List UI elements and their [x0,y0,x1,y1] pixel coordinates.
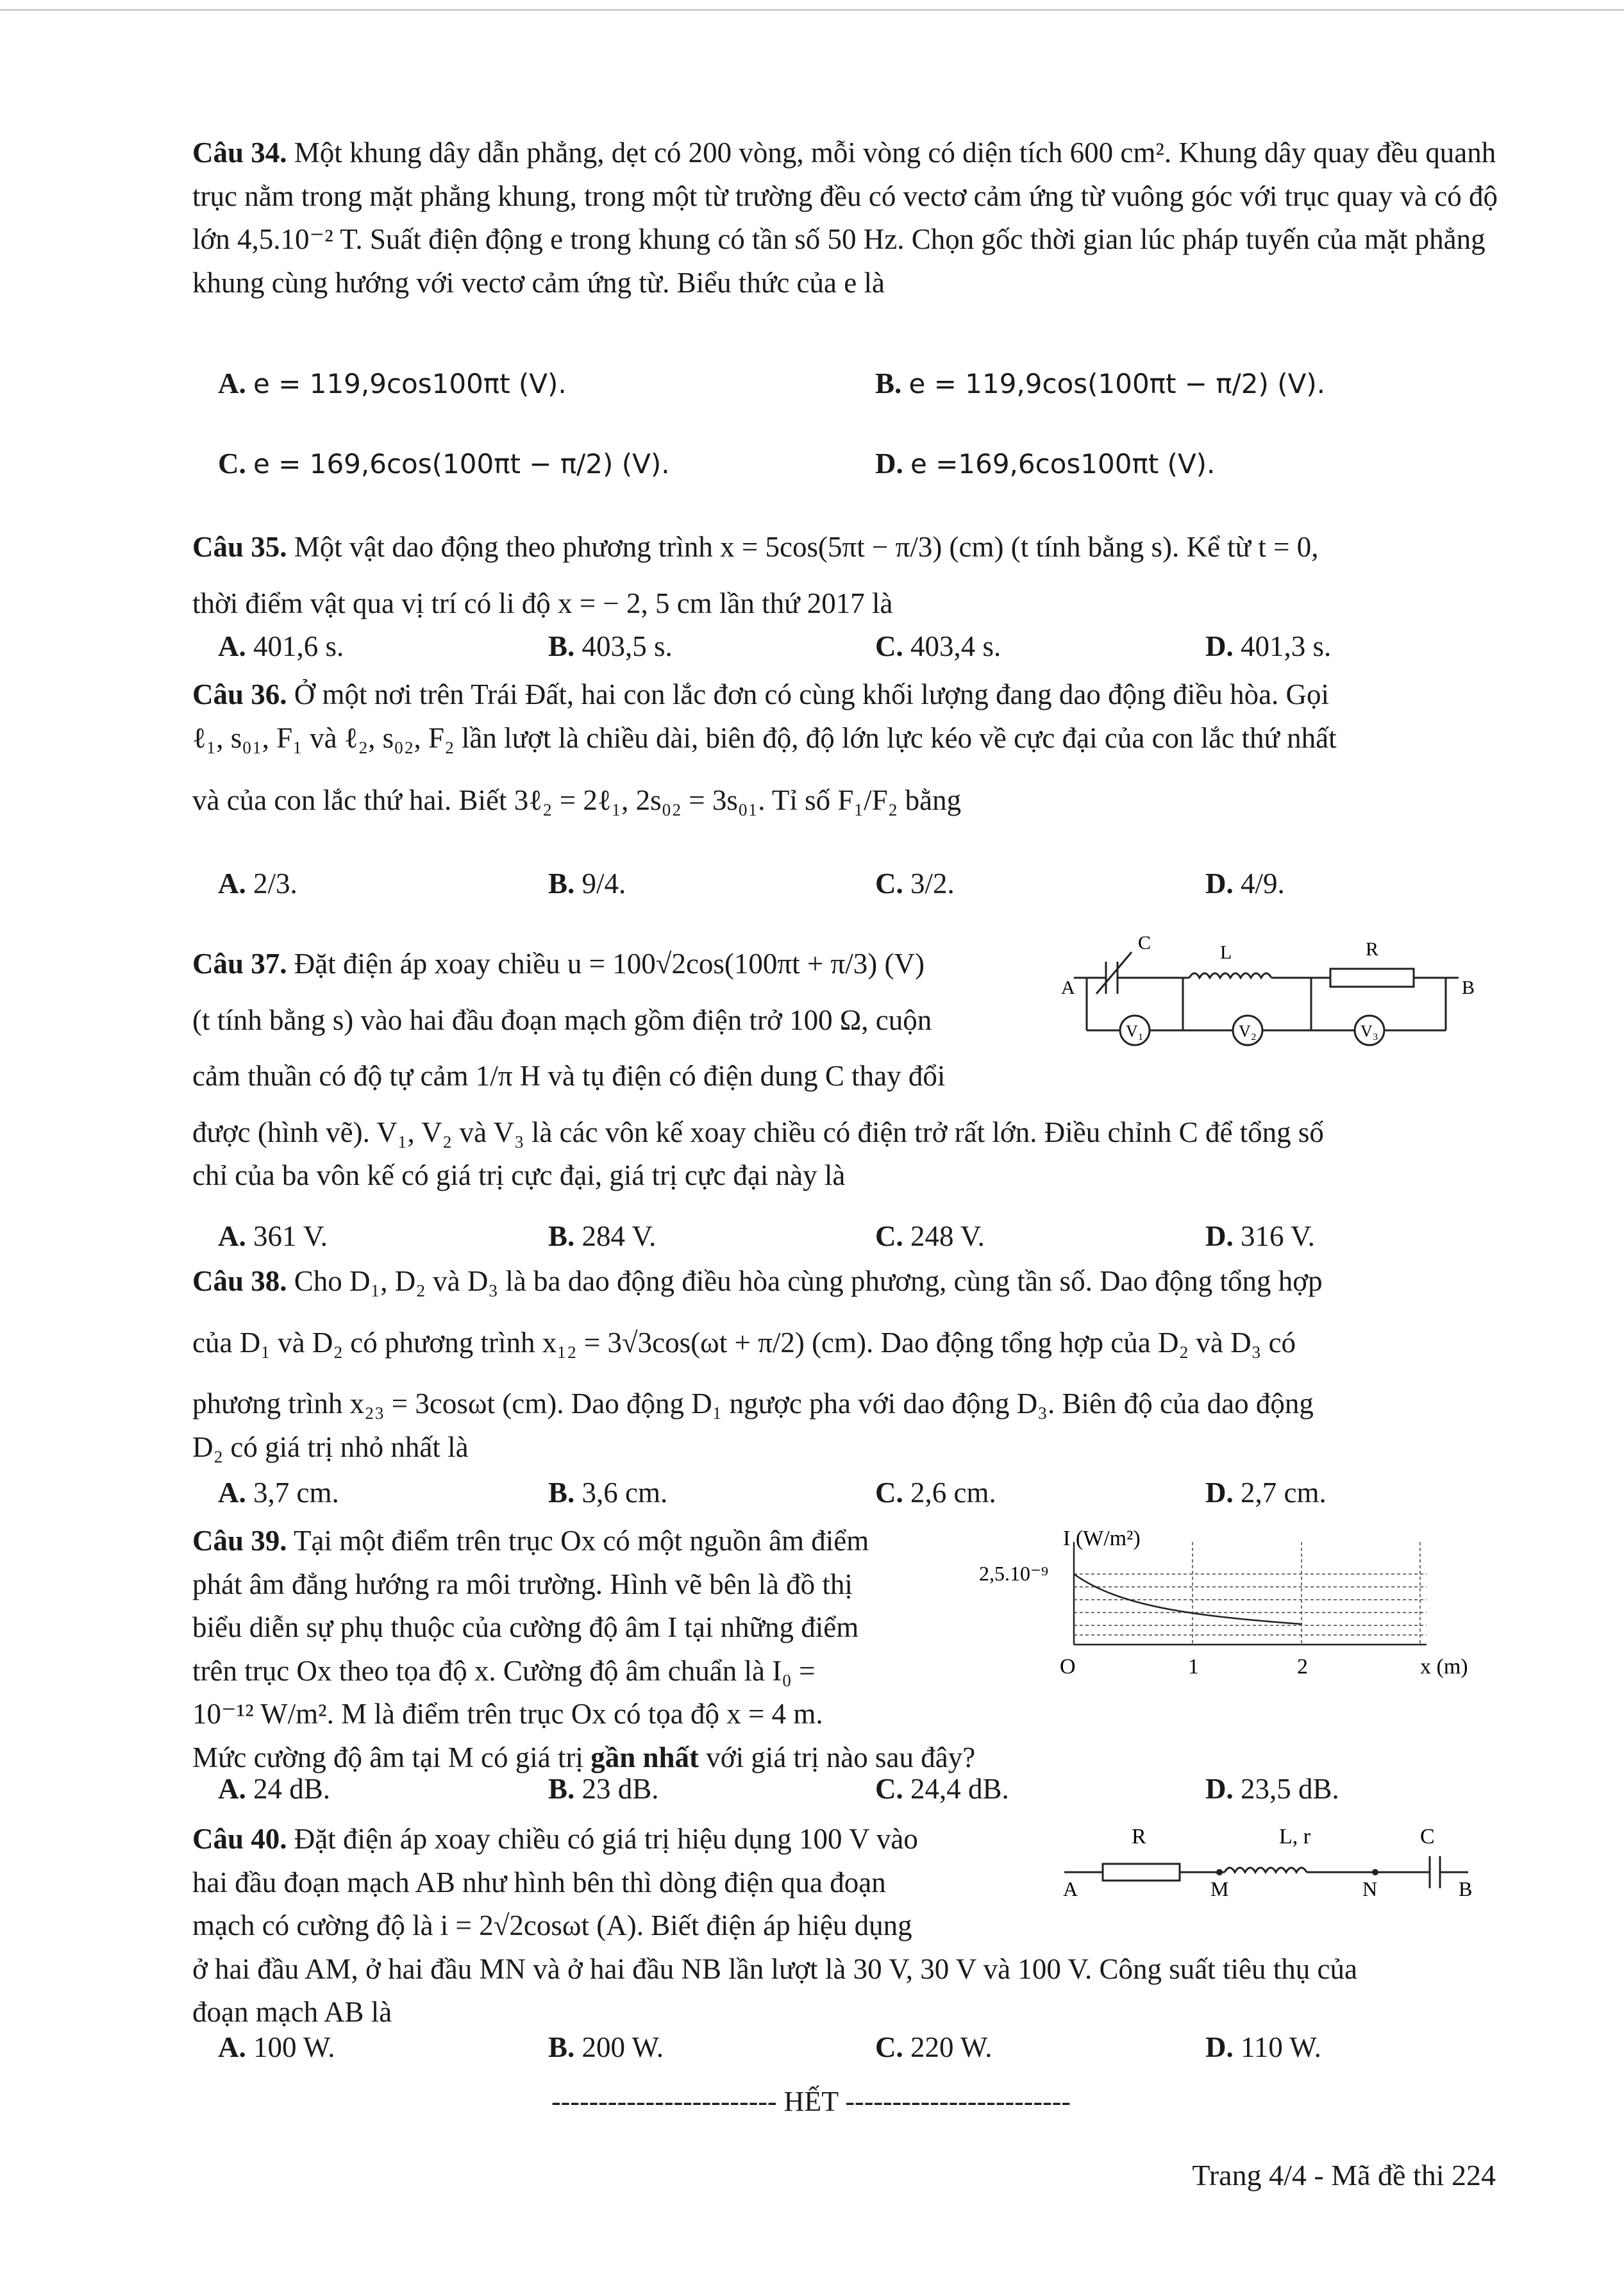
page-footer: Trang 4/4 - Mã đề thi 224 [1192,2159,1496,2191]
q34-option-d[interactable]: D. e =169,6cos100πt (V). [875,448,1216,480]
question-34-options-row1 [192,362,1503,407]
graph-x-tick-2: 2 [1297,1655,1308,1679]
node-n-dot [1372,1869,1378,1875]
circuit-node-b: B [1462,977,1475,998]
graph-x-tick-1: 1 [1188,1655,1199,1679]
graph-origin-label: O [1060,1655,1076,1679]
q38-option-b[interactable]: B. 3,6 cm. [548,1477,668,1509]
question-40-line3: mạch có cường độ là i = 2√2cosωt (A). Biết điện áp hiệu dụng [192,1909,912,1941]
question-38-line4: D₂ có giá trị nhỏ nhất là [192,1430,469,1463]
circuit40-node-a: A [1063,1877,1078,1900]
question-40-options [192,2026,1503,2071]
question-38 [192,1260,1503,1469]
q39-option-d[interactable]: D. 23,5 dB. [1205,1773,1339,1805]
circuit40-node-m: M [1210,1877,1229,1900]
question-35-label: Câu 35. [192,531,287,563]
question-34-options-row2 [192,442,1503,487]
q35-option-c[interactable]: C. 403,4 s. [875,630,1001,662]
question-35-options [192,625,1503,670]
question-38-label: Câu 38. [192,1265,287,1297]
question-38-line2: của D₁ và D₂ có phương trình x₁₂ = 3√3cos(ωt + π/2) (cm). Dao động tổng hợp của D₂ và D₃ có [192,1326,1296,1359]
q39-option-a[interactable]: A. 24 dB. [218,1773,331,1805]
question-39-line3: biểu diễn sự phụ thuộc của cường độ âm I tại những điểm [192,1611,859,1643]
question-39-line4: trên trục Ox theo tọa độ x. Cường độ âm chuẩn là I₀ = [192,1654,816,1687]
q37-option-d[interactable]: D. 316 V. [1205,1220,1315,1252]
question-39-label: Câu 39. [192,1525,287,1557]
question-34-label: Câu 34. [192,137,287,169]
q36-option-a[interactable]: A. 2/3. [218,867,297,900]
question-34-text: Câu 34. Một khung dây dẫn phẳng, dẹt có 200 vòng, mỗi vòng có diện tích 600 cm². Khung dây quay đều quanh trục nằm trong mặt phẳng khung, trong một từ trường đều có vectơ cảm ứng từ vuông góc với trục quay và có độ lớn 4,5.10⁻² T. Suất điện động e trong khung có tần số 50 Hz. Chọn gốc thời gian lúc pháp tuyến của mặt phẳng khung cùng hướng với vectơ cảm ứng từ. Biểu thức của e là [192,137,1498,299]
question-37-line2: (t tính bằng s) vào hai đầu đoạn mạch gồm điện trở 100 Ω, cuộn [192,1003,932,1036]
question-40-line2: hai đầu đoạn mạch AB như hình bên thì dòng điện qua đoạn [192,1866,886,1898]
q36-option-b[interactable]: B. 9/4. [548,867,626,900]
intensity-curve [1074,1574,1302,1624]
q39-option-b[interactable]: B. 23 dB. [548,1773,659,1805]
voltmeter-2-label: V₂ [1239,1022,1257,1041]
question-35-line1: Câu 35. Một vật dao động theo phương trình x = 5cos(5πt − π/3) (cm) (t tính bằng s). Kể từ t = 0, [192,531,1319,563]
q37-option-b[interactable]: B. 284 V. [548,1220,657,1252]
question-35 [192,526,1503,625]
graph-y-tick: 2,5.10⁻⁹ [979,1562,1049,1585]
q35-option-a[interactable]: A. 401,6 s. [218,630,344,662]
circuit-capacitor-label: C [1138,932,1151,953]
question-40-line4: ở hai đầu AM, ở hai đầu MN và ở hai đầu NB lần lượt là 30 V, 30 V và 100 V. Công suất tiêu thụ của [192,1952,1357,1985]
question-38-line3: phương trình x₂₃ = 3cosωt (cm). Dao động D₁ ngược pha với dao động D₃. Biên độ của dao động [192,1387,1314,1420]
question-38-options [192,1471,1503,1516]
q34-option-a[interactable]: A. e = 119,9cos100πt (V). [218,367,567,399]
question-39-line6: Mức cường độ âm tại M có giá trị gần nhất với giá trị nào sau đây? [192,1741,976,1773]
q37-option-a[interactable]: A. 361 V. [218,1220,328,1252]
end-marker: ------------------------ HẾT ------------------------ [551,2086,1071,2117]
q40-option-a[interactable]: A. 100 W. [218,2031,335,2063]
question-39-line1: Câu 39. Tại một điểm trên trục Ox có một nguồn âm điểm [192,1525,869,1557]
q38-option-a[interactable]: A. 3,7 cm. [218,1477,339,1509]
question-39-options [192,1768,1503,1813]
circuit40-node-n: N [1362,1877,1378,1900]
circuit40-node-b: B [1459,1877,1473,1900]
graph-y-axis-label: I (W/m²) [1063,1527,1141,1550]
circuit40-resistor-label: R [1132,1825,1146,1848]
q39-option-c[interactable]: C. 24,4 dB. [875,1773,1009,1805]
question-37-line1: Câu 37. Đặt điện áp xoay chiều u = 100√2cos(100πt + π/3) (V) [192,948,925,980]
question-36-line3: và của con lắc thứ hai. Biết 3ℓ₂ = 2ℓ₁, 2s₀₂ = 3s₀₁. Tỉ số F₁/F₂ bằng [192,784,962,816]
q37-option-c[interactable]: C. 248 V. [875,1220,985,1252]
graph-x-axis-label: x (m) [1420,1655,1468,1679]
question-35-line2: thời điểm vật qua vị trí có li độ x = − 2, 5 cm lần thứ 2017 là [192,587,893,619]
question-37-options [192,1215,1503,1260]
top-border [0,9,1624,11]
node-m-dot [1216,1869,1223,1875]
question-37-line4: được (hình vẽ). V₁, V₂ và V₃ là các vôn kế xoay chiều có điện trở rất lớn. Điều chỉnh C để tổng số [192,1116,1324,1148]
q34-option-c[interactable]: C. e = 169,6cos(100πt − π/2) (V). [218,448,670,480]
question-40-circuit-diagram [1051,1818,1500,1907]
question-40-label: Câu 40. [192,1823,287,1855]
q34-option-b[interactable]: B. e = 119,9cos(100πt − π/2) (V). [875,367,1326,399]
question-37-line3: cảm thuần có độ tự cảm 1/π H và tụ điện có điện dung C thay đổi [192,1060,946,1092]
voltmeter-3-label: V₃ [1360,1022,1378,1041]
q35-option-d[interactable]: D. 401,3 s. [1205,630,1332,662]
q36-option-d[interactable]: D. 4/9. [1205,867,1285,900]
q38-option-d[interactable]: D. 2,7 cm. [1205,1477,1327,1509]
q35-option-b[interactable]: B. 403,5 s. [548,630,673,662]
question-37-label: Câu 37. [192,948,287,980]
voltmeter-1-label: V₁ [1126,1022,1144,1041]
question-36-line1: Câu 36. Ở một nơi trên Trái Đất, hai con lắc đơn có cùng khối lượng đang dao động điều hòa. Gọi [192,678,1330,710]
circuit-node-a: A [1061,977,1075,998]
question-34 [192,131,1503,305]
circuit-inductor-label: L [1220,942,1232,963]
question-39-line5: 10⁻¹² W/m². M là điểm trên trục Ox có tọa độ x = 4 m. [192,1698,823,1730]
question-37-circuit-diagram [1061,926,1497,1055]
question-36-line2: ℓ₁, s₀₁, F₁ và ℓ₂, s₀₂, F₂ lần lượt là chiều dài, biên độ, độ lớn lực kéo về cực đại của con lắc thứ nhất [192,721,1337,754]
circuit40-inductor-label: L, r [1279,1825,1311,1848]
q36-option-c[interactable]: C. 3/2. [875,867,955,900]
q40-option-d[interactable]: D. 110 W. [1205,2031,1321,2063]
question-39-intensity-graph [978,1516,1491,1683]
question-40-line1: Câu 40. Đặt điện áp xoay chiều có giá trị hiệu dụng 100 V vào [192,1823,918,1855]
circuit-resistor-label: R [1366,939,1379,960]
question-36-options [192,862,1503,907]
q38-option-c[interactable]: C. 2,6 cm. [875,1477,996,1509]
q40-option-b[interactable]: B. 200 W. [548,2031,664,2063]
question-38-line1: Câu 38. Cho D₁, D₂ và D₃ là ba dao động điều hòa cùng phương, cùng tần số. Dao động tổng hợp [192,1265,1323,1297]
question-40-line5: đoạn mạch AB là [192,1996,392,2028]
question-36 [192,673,1503,823]
question-39-line2: phát âm đẳng hướng ra môi trường. Hình vẽ bên là đồ thị [192,1568,853,1600]
question-37-line5: chỉ của ba vôn kế có giá trị cực đại, giá trị cực đại này là [192,1159,846,1191]
circuit40-capacitor-label: C [1420,1825,1435,1848]
q40-option-c[interactable]: C. 220 W. [875,2031,992,2063]
question-36-label: Câu 36. [192,678,287,710]
